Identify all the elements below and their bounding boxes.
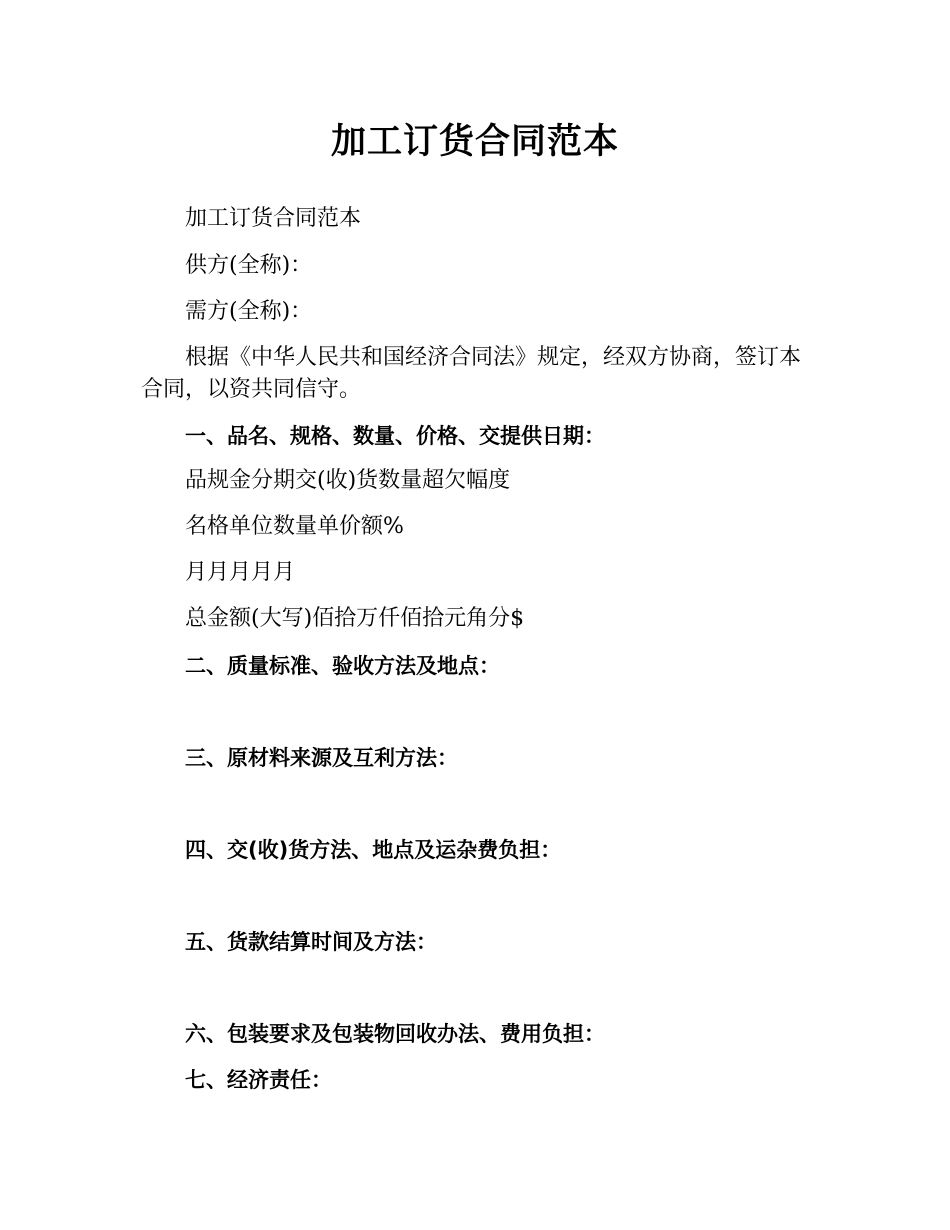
table-row-4: 总金额(大写)佰拾万仟佰拾元角分$ bbox=[185, 606, 525, 631]
section-7-heading: 七、经济责任： bbox=[185, 1068, 332, 1092]
table-row-1: 品规金分期交(收)货数量超欠幅度 bbox=[185, 468, 511, 493]
table-row-2: 名格单位数量单价额% bbox=[185, 514, 404, 539]
subtitle-line: 加工订货合同范本 bbox=[185, 206, 362, 231]
supplier-line: 供方(全称)： bbox=[185, 253, 313, 278]
section-1-heading: 一、品名、规格、数量、价格、交提供日期： bbox=[185, 424, 605, 448]
section-3-heading: 三、原材料来源及互利方法： bbox=[185, 746, 458, 770]
section-2-heading: 二、质量标准、验收方法及地点： bbox=[185, 654, 500, 678]
section-4-heading: 四、交(收)货方法、地点及运杂费负担： bbox=[185, 838, 562, 862]
preamble-paragraph: 根据《中华人民共和国经济合同法》规定，经双方协商，签订本合同，以资共同信守。 bbox=[141, 345, 802, 402]
section-5-heading: 五、货款结算时间及方法： bbox=[185, 930, 437, 954]
section-6-heading: 六、包装要求及包装物回收办法、费用负担： bbox=[185, 1022, 605, 1046]
buyer-line: 需方(全称)： bbox=[185, 299, 313, 324]
document-title: 加工订货合同范本 bbox=[330, 122, 619, 162]
table-row-3: 月月月月月 bbox=[185, 560, 296, 585]
